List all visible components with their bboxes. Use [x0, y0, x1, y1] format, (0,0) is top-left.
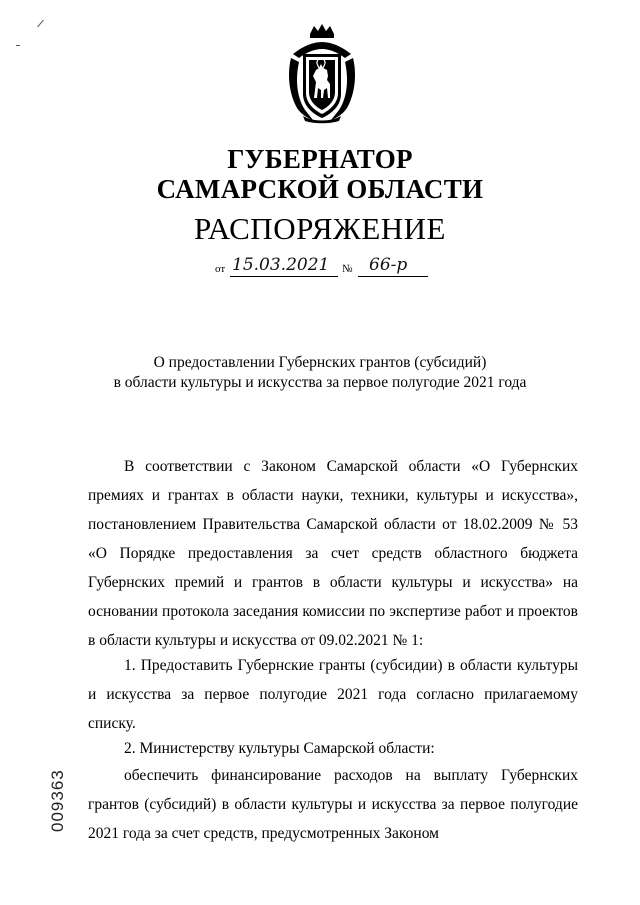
number-label: № [342, 263, 353, 275]
scan-mark [37, 20, 44, 28]
scan-mark [16, 45, 20, 46]
title-line-governor: ГУБЕРНАТОР [227, 144, 413, 174]
date-label: от [215, 263, 226, 275]
body-paragraph-preamble [88, 452, 578, 655]
body-paragraph-item-2-sub [88, 761, 578, 848]
document-number: 66-р [369, 255, 408, 275]
number-underline [358, 276, 428, 277]
subject-line-2: в области культуры и искусства за первое полугодие 2021 года [113, 374, 527, 391]
document-type: РАСПОРЯЖЕНИЕ [194, 211, 446, 246]
paragraph-text: 1. Предоставить Губернские гранты (субсидии) в области культуры и искусства за первое полугодие 2021 года согласно прилагаемому списку. [88, 657, 578, 732]
samara-coat-of-arms-icon [283, 24, 361, 124]
paragraph-text: 2. Министерству культуры Самарской области: [124, 740, 435, 757]
date-number-line [0, 255, 640, 281]
subject-line-1: О предоставлении Губернских грантов (субсидий) [153, 354, 487, 371]
paragraph-text: обеспечить финансирование расходов на выплату Губернских грантов (субсидий) в области культуры и искусства за первое полугодие 2021 года за счет средств, предусмотренных Законом [88, 767, 578, 842]
document-date: 15.03.2021 [232, 255, 330, 275]
registration-stamp-number: 009363 [48, 769, 67, 832]
date-underline [230, 276, 338, 277]
body-paragraph-item-1 [88, 651, 578, 738]
paragraph-text: В соответствии с Законом Самарской области «О Губернских премиях и грантах в области науки, техники, культуры и искусства», постановлением Правительства Самарской области от 18.02.2009 № 53 «О Порядке предоставления за счет средств областного бюджета Губернских премий и грантов в области культуры и искусства» на основании протокола заседания комиссии по экспертизе работ и проектов в области культуры и искусства от 09.02.2021 № 1: [88, 458, 578, 649]
body-paragraph-item-2 [88, 734, 578, 763]
title-line-region: САМАРСКОЙ ОБЛАСТИ [156, 174, 484, 204]
